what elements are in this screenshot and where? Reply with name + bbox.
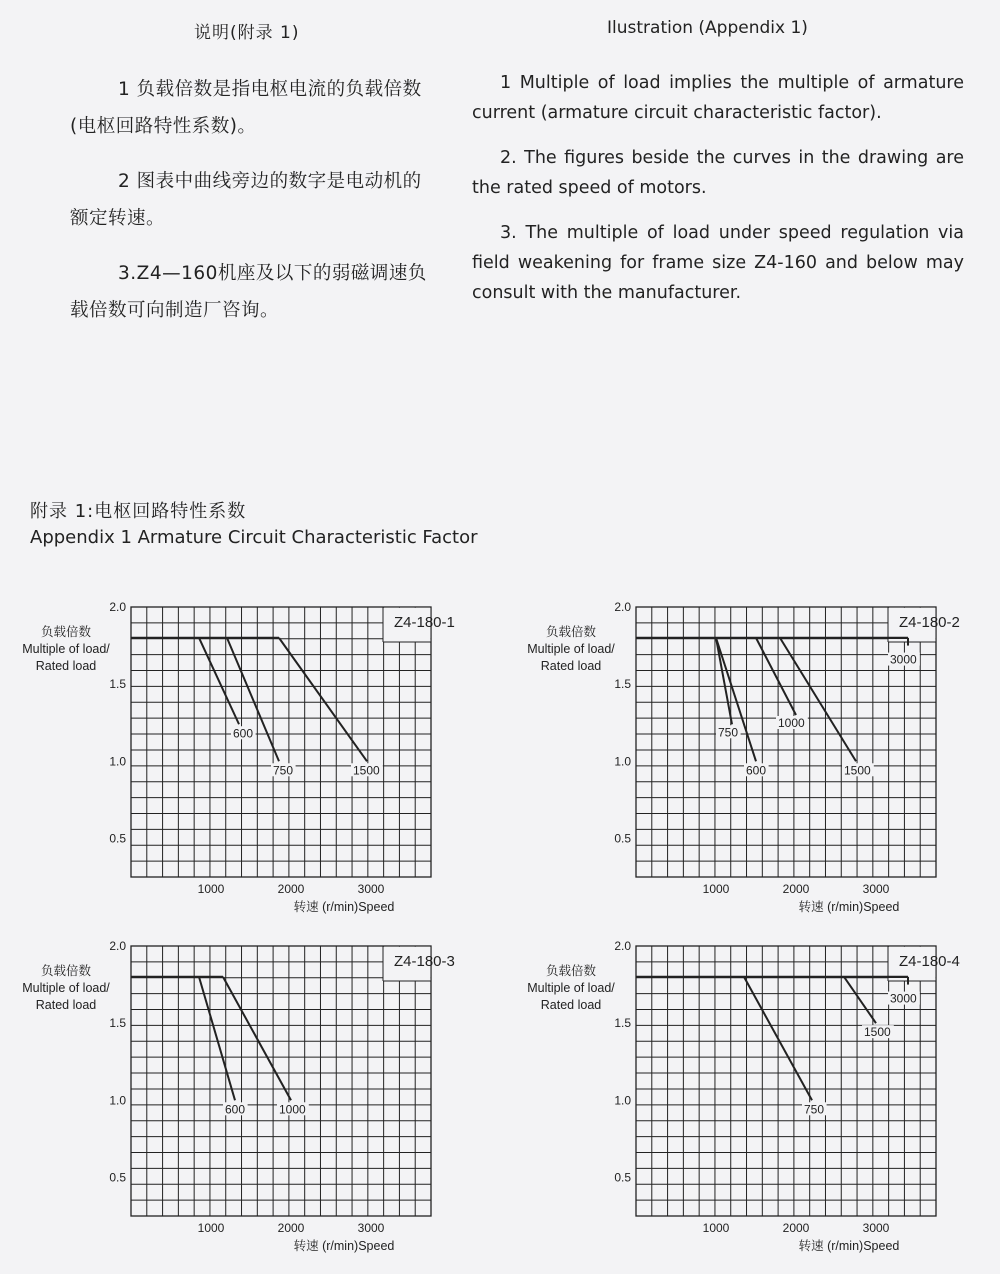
- x-tick-label: 2000: [782, 882, 810, 896]
- series-line-750: [227, 638, 279, 761]
- y-tick-label: 2.0: [109, 600, 126, 614]
- y-tick-label: 1.5: [614, 677, 631, 692]
- y-axis-label-cn: 负载倍数: [545, 625, 597, 639]
- x-tick-label: 3000: [862, 1221, 890, 1235]
- x-axis-label: 转速 (r/min)Speed: [293, 1239, 395, 1253]
- data-label-600: 600: [233, 726, 254, 741]
- data-label-3000: 3000: [890, 652, 917, 667]
- y-tick-label: 1.0: [614, 1093, 631, 1108]
- y-tick-label: 0.5: [614, 1170, 631, 1185]
- chart-1: [22, 600, 455, 914]
- y-axis-label-cn: 负载倍数: [40, 964, 92, 978]
- y-tick-label: 0.5: [614, 831, 631, 846]
- y-tick-label: 1.0: [109, 1093, 126, 1108]
- y-tick-label: 1.5: [614, 1016, 631, 1031]
- chart-3: [22, 939, 455, 1253]
- y-axis-label-en-2: Rated load: [35, 659, 97, 673]
- y-axis-label-en-2: Rated load: [540, 659, 602, 673]
- note-cn-1: 1 负载倍数是指电枢电流的负载倍数(电枢回路特性系数)。: [70, 79, 422, 137]
- appendix-title-en: Appendix 1 Armature Circuit Characteristic Factor: [30, 527, 478, 548]
- y-tick-label: 0.5: [109, 1170, 126, 1185]
- x-tick-label: 2000: [277, 882, 305, 896]
- y-axis-label-en-1: Multiple of load/: [22, 981, 110, 995]
- data-label-750: 750: [273, 763, 294, 778]
- x-tick-label: 3000: [862, 882, 890, 896]
- x-axis-label: 转速 (r/min)Speed: [798, 900, 900, 914]
- data-label-750: 750: [718, 725, 739, 740]
- y-tick-label: 2.0: [614, 939, 631, 953]
- data-label-600: 600: [225, 1102, 246, 1117]
- series-line-600: [199, 977, 235, 1100]
- y-tick-label: 1.0: [109, 754, 126, 769]
- x-tick-label: 1000: [197, 1221, 225, 1235]
- data-label-600: 600: [746, 763, 767, 778]
- appendix-title-cn: 附录 1:电枢回路特性系数: [30, 501, 247, 522]
- y-axis-label-en-1: Multiple of load/: [527, 981, 615, 995]
- y-tick-label: 0.5: [109, 831, 126, 846]
- chart-title: Z4-180-4: [899, 953, 960, 970]
- series-line-1500: [279, 638, 367, 761]
- data-label-1000: 1000: [279, 1102, 306, 1117]
- chart-title: Z4-180-2: [899, 614, 960, 631]
- y-axis-label-cn: 负载倍数: [545, 964, 597, 978]
- data-label-1000: 1000: [778, 716, 805, 730]
- y-axis-label-en-2: Rated load: [540, 998, 602, 1012]
- x-tick-label: 2000: [277, 1221, 305, 1235]
- y-axis-label-cn: 负载倍数: [40, 625, 92, 639]
- series-line-1500: [780, 638, 856, 761]
- series-line-600: [716, 638, 756, 761]
- chart-frame: [636, 946, 936, 1216]
- series-line-1500: [844, 977, 876, 1023]
- notes-heading-cn: 说明(附录 1): [194, 23, 300, 43]
- y-tick-label: 1.5: [109, 677, 126, 692]
- chart-title: Z4-180-3: [394, 953, 455, 970]
- x-axis-label: 转速 (r/min)Speed: [798, 1239, 900, 1253]
- y-axis-label-en-2: Rated load: [35, 998, 97, 1012]
- chart-frame: [131, 607, 431, 877]
- y-tick-label: 2.0: [109, 939, 126, 953]
- y-axis-label-en-1: Multiple of load/: [22, 642, 110, 656]
- data-label-3000: 3000: [890, 991, 917, 1006]
- y-tick-label: 1.5: [109, 1016, 126, 1031]
- data-label-1500: 1500: [353, 763, 380, 778]
- y-axis-label-en-1: Multiple of load/: [527, 642, 615, 656]
- x-tick-label: 1000: [702, 882, 730, 896]
- x-tick-label: 1000: [702, 1221, 730, 1235]
- x-tick-label: 2000: [782, 1221, 810, 1235]
- chart-title: Z4-180-1: [394, 614, 455, 631]
- y-tick-label: 1.0: [614, 754, 631, 769]
- data-label-1500: 1500: [864, 1025, 891, 1040]
- x-axis-label: 转速 (r/min)Speed: [293, 900, 395, 914]
- chart-2: [527, 600, 960, 914]
- notes-heading-en: Ilustration (Appendix 1): [607, 18, 808, 38]
- data-label-1500: 1500: [844, 763, 871, 778]
- note-en-1: 1 Multiple of load implies the multiple of armature current (armature circuit characteristic factor).: [472, 73, 964, 123]
- data-label-750: 750: [804, 1102, 825, 1117]
- note-cn-3: 3.Z4—160机座及以下的弱磁调速负载倍数可向制造厂咨询。: [70, 263, 427, 321]
- note-en-3: 3. The multiple of load under speed regulation via field weakening for frame size Z4-160 and below may consult with the manufacturer.: [472, 223, 964, 303]
- chart-4: [527, 939, 960, 1253]
- x-tick-label: 3000: [357, 882, 385, 896]
- note-en-2: 2. The figures beside the curves in the drawing are the rated speed of motors.: [472, 148, 964, 198]
- x-tick-label: 1000: [197, 882, 225, 896]
- y-tick-label: 2.0: [614, 600, 631, 614]
- note-cn-2: 2 图表中曲线旁边的数字是电动机的额定转速。: [70, 171, 422, 229]
- x-tick-label: 3000: [357, 1221, 385, 1235]
